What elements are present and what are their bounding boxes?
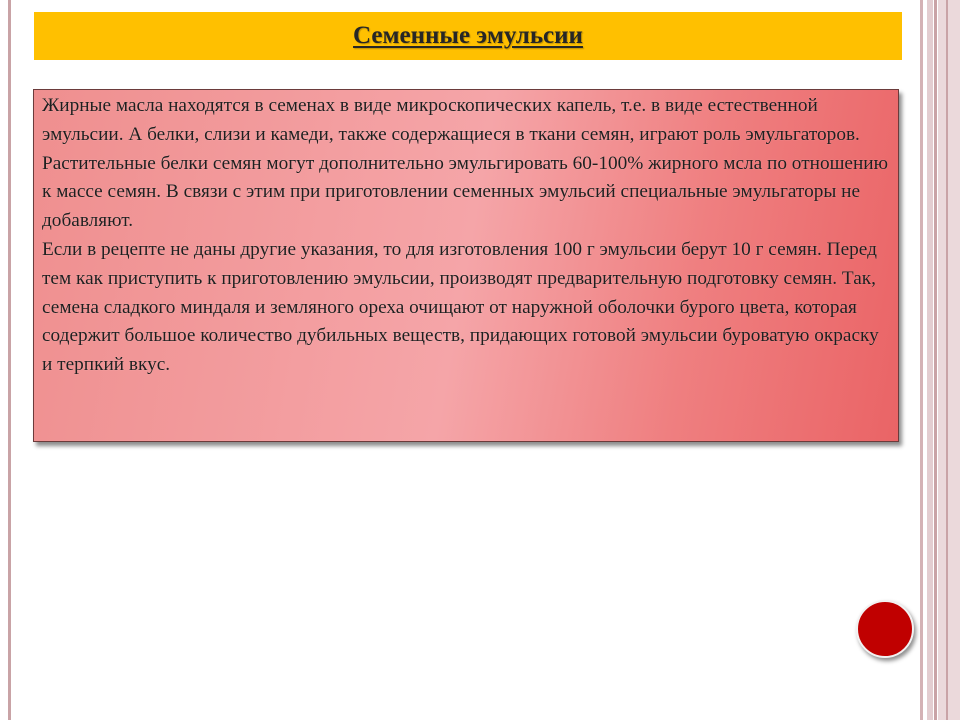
content-text-box [33, 89, 899, 442]
right-frame-stripe [934, 0, 937, 720]
slide-title: Семенные эмульсии [353, 22, 583, 49]
title-bar [34, 12, 902, 60]
right-frame-stripe [946, 0, 948, 720]
paragraph-2: Если в рецепте не даны другие указания, то для изготовления 100 г эмульсии берут 10 г семян. Перед тем как приступить к приготовлению эмульсии, производят предварительную подготовку семян. Так, семена сладкого миндаля и земляного ореха очищают от наружной оболочки бурого цвета, которая содержит большое количество дубильных веществ, придающих готовой эмульсии буроватую окраску и терпкий вкус. [42, 238, 879, 376]
paragraph-1: Жирные масла находятся в семенах в виде микроскопических капель, т.е. в виде естественной эмульсии. А белки, слизи и камеди, также содержащиеся в ткани семян, играют роль эмульгаторов. Растительные белки семян могут дополнительно эмульгировать 60-100% жирного мсла по отношению к массе семян. В связи с этим при приготовлении семенных эмульсий специальные эмульгаторы не добавляют. [42, 95, 889, 232]
left-frame-line [8, 0, 11, 720]
red-circle-icon[interactable] [856, 600, 914, 658]
right-frame-stripe [938, 0, 960, 720]
right-frame-stripe [927, 0, 933, 720]
right-frame-stripe [920, 0, 923, 720]
